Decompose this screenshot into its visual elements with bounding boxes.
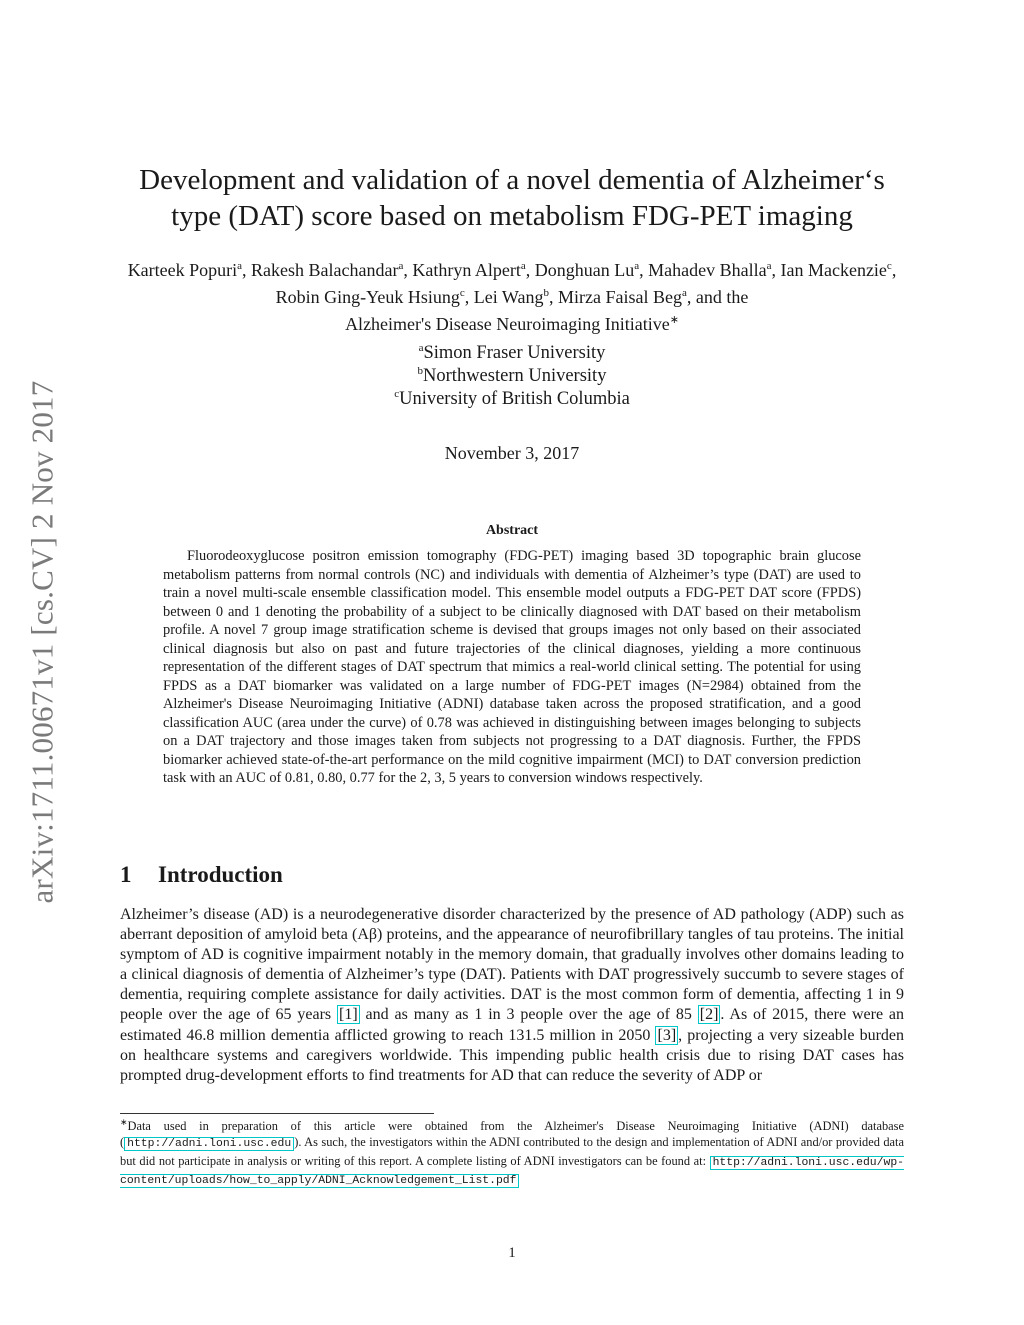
citation-link[interactable]: [3] — [657, 1026, 677, 1044]
author: Mirza Faisal Beg$^a$, and the — [557, 287, 749, 307]
author: Ian Mackenzie$^c$, — [780, 260, 897, 280]
footnote-mark: ∗ — [120, 1116, 128, 1127]
adni-url-link[interactable]: http://adni.loni.usc.edu — [124, 1137, 294, 1151]
author-list — [110, 257, 914, 338]
arxiv-identifier-stamp — [22, 352, 62, 932]
citation-link[interactable]: [2] — [699, 1006, 719, 1024]
footnote-divider — [120, 1113, 434, 1114]
section-heading — [120, 862, 283, 888]
arxiv-identifier-text: arXiv:1711.00671v1 [cs.CV] 2 Nov 2017 — [24, 380, 59, 904]
author: Robin Ging-Yeuk Hsiung$^c$, — [275, 287, 474, 307]
section-title: Introduction — [158, 862, 283, 887]
abstract-heading: Abstract — [485, 523, 539, 538]
author: Kathryn Alpert$^a$, — [412, 260, 535, 280]
affiliation: $^a$Simon Fraser University — [418, 341, 606, 363]
author-consortium: Alzheimer's Disease Neuroimaging Initiative∗ — [345, 314, 679, 334]
page-number: 1 — [508, 1245, 516, 1261]
author: Rakesh Balachandar$^a$, — [251, 260, 413, 280]
affiliation: $^c$University of British Columbia — [394, 387, 630, 409]
abstract-text: Fluorodeoxyglucose positron emission tomography (FDG-PET) imaging based 3D topographic brain glucose metabolism patterns from normal controls (NC) and individuals with dementia of Alzheimer’s type (DAT) are used to train a novel multi-scale ensemble classification model. This ensemble model outputs a FDG-PET DAT score (FPDS) between 0 and 1 denoting the probability of a subject to be clinically diagnosed with DAT based on their metabolism profile. A novel 7 group image stratification scheme is devised that groups images not only based on their associated clinical diagnosis but also on past and future trajectories of the clinical diagnoses, yielding a more continuous representation of the different stages of DAT spectrum that mimics a real-world clinical setting. The potential for using FPDS as a DAT biomarker was validated on a large number of FDG-PET images (N=2984) obtained from the Alzheimer's Disease Neuroimaging Initiative (ADNI) database taken across the proposed stratification, and a good classification AUC (area under the curve) of 0.78 was achieved in distinguishing between images belonging to subjects on a DAT trajectory and those images taken from subjects not progressing to a DAT diagnosis. Further, the FPDS biomarker achieved state-of-the-art performance on the mild cognitive impairment (MCI) to DAT conversion prediction task with an AUC of 0.81, 0.80, 0.77 for the 2, 3, 5 years to conversion windows respectively. — [163, 548, 861, 786]
citation-link[interactable]: [1] — [339, 1006, 358, 1024]
title-line-1: Development and validation of a novel dementia of Alzheimer‘s — [139, 164, 885, 196]
author: Mahadev Bhalla$^a$, — [648, 260, 781, 280]
paper-title — [110, 162, 914, 234]
affiliation: $^b$Northwestern University — [417, 364, 607, 386]
author: Lei Wang$^b$, — [473, 287, 558, 307]
footnote: ∗Data used in preparation of this article were obtained from the Alzheimer's Disease Neuroimaging Initiative (ADNI) database ( http://adni.loni.usc.edu ). As such, the investigators within the ADNI contributed to the design and implementation of ADNI and/or provided data but did not participate in analysis or writing of this report. A complete listing of ADNI investigators can be found at: http://adni.loni.usc.edu/wp-content/uploads/how_to_apply/ADNI_Acknowledgement_List.pdf — [120, 1116, 904, 1188]
section-number: 1 — [120, 862, 132, 887]
affiliation-list — [110, 342, 914, 411]
introduction-paragraph: Alzheimer’s disease (AD) is a neurodegenerative disorder characterized by the presence of AD pathology (ADP) such as aberrant deposition of amyloid beta (Aβ) proteins, and the appearance of neurofibrillary tangles of tau proteins. The initial symptom of AD is cognitive impairment notably in the memory domain, that gradually involves other domains leading to a clinical diagnosis of dementia of Alzheimer’s type (DAT). Patients with DAT progressively succumb to severe stages of dementia, requiring complete assistance for daily activities. DAT is the most common form of dementia, affecting 1 in 9 people over the age of 65 years [1] and as many as 1 in 3 people over the age of 85 [2] . As of 2015, there were an estimated 46.8 million dementia afflicted growing to reach 131.5 million in 2050 [3] , projecting a very sizeable burden on healthcare systems and caregivers worldwide. This impending public health crisis due to rising DAT cases has prompted drug-development efforts to find treatments for AD that can reduce the severity of ADP or — [120, 906, 905, 1084]
author: Donghuan Lu$^a$, — [534, 260, 649, 280]
acknowledgement-list-link[interactable]: http://adni.loni.usc.edu/wp-content/uploads/how_to_apply/ADNI_Acknowledgement_List.pdf — [120, 1156, 904, 1188]
author: Karteek Popuri$^a$, — [127, 260, 252, 280]
title-line-2: type (DAT) score based on metabolism FDG-PET imaging — [171, 200, 853, 232]
publication-date: November 3, 2017 — [444, 443, 580, 463]
